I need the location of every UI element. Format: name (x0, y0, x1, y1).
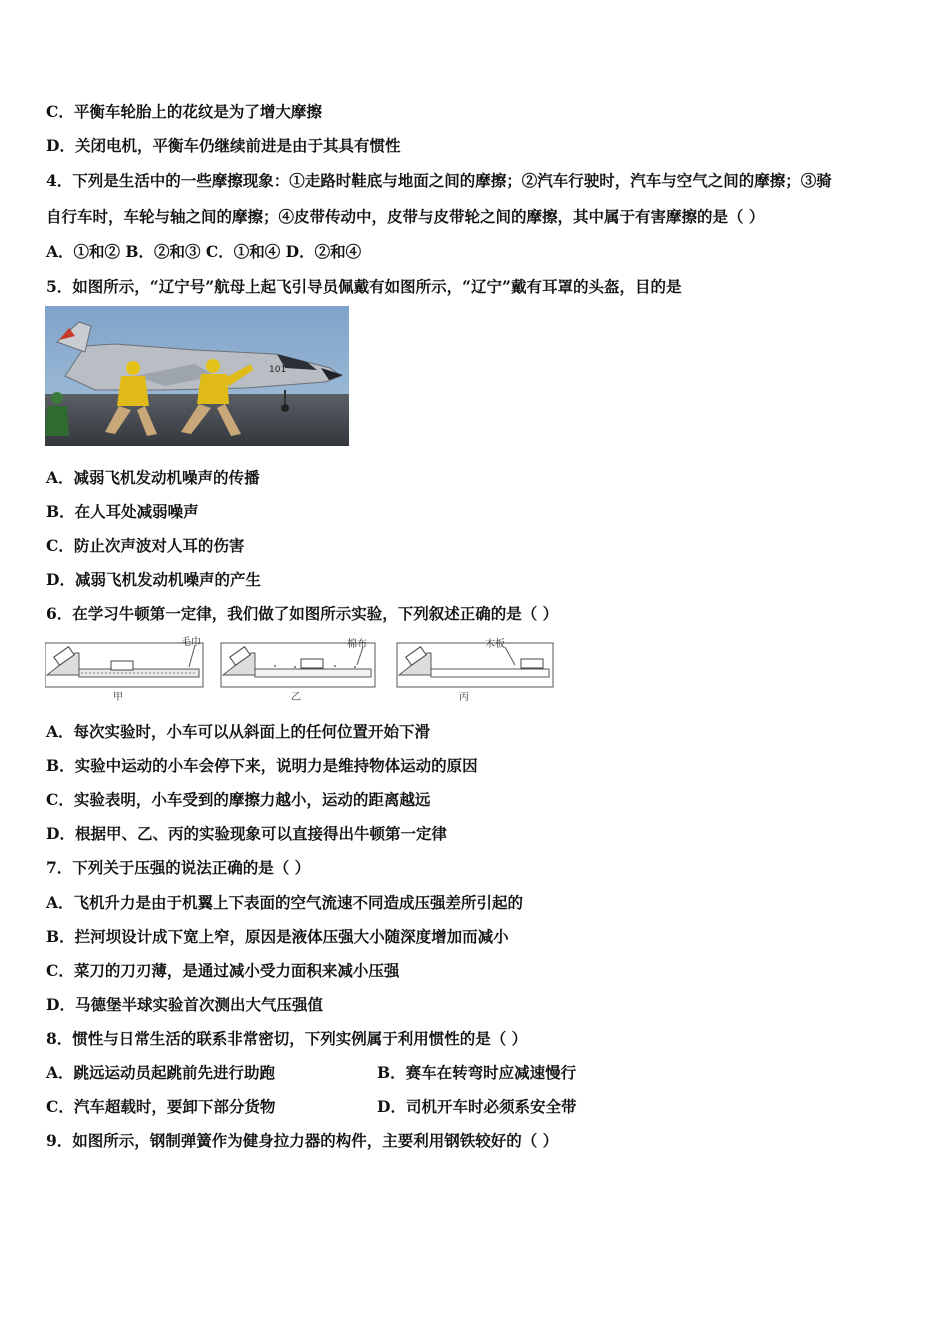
label-board: 木板 (485, 639, 505, 650)
q8-stem: 8．惯性与日常生活的联系非常密切，下列实例属于利用惯性的是（ ） (46, 1029, 528, 1048)
q4-stem-line2: 自行车时，车轮与轴之间的摩擦；④皮带传动中，皮带与皮带轮之间的摩擦，其中属于有害摩擦的是（ ） (46, 207, 765, 226)
q4-options: A．①和② B．②和③ C．①和④ D．②和④ (46, 242, 362, 261)
q8-option-a: A．跳远运动员起跳前先进行助跑 (46, 1063, 276, 1082)
q8-option-d: D．司机开车时必须系安全带 (377, 1097, 577, 1116)
panel-board (397, 643, 553, 687)
q4-stem-line1: 4．下列是生活中的一些摩擦现象：①走路时鞋底与地面之间的摩擦；②汽车行驶时，汽车与空气之间的摩擦；③骑 (46, 171, 832, 190)
q9-stem: 9．如图所示，钢制弹簧作为健身拉力器的构件，主要利用钢铁较好的（ ） (46, 1131, 559, 1150)
q6-option-d: D．根据甲、乙、丙的实验现象可以直接得出牛顿第一定律 (46, 824, 447, 843)
q7-option-c: C．菜刀的刀刃薄，是通过减小受力面积来减小压强 (46, 961, 400, 980)
q6-stem: 6．在学习牛顿第一定律，我们做了如图所示实验，下列叙述正确的是（ ） (46, 604, 559, 623)
q6-experiment-figure (45, 633, 555, 701)
q8-option-c: C．汽车超载时，要卸下部分货物 (46, 1097, 276, 1116)
jet-tail-number: 101 (269, 365, 287, 375)
label-jia: 甲 (113, 692, 123, 703)
q5-option-c: C．防止次声波对人耳的伤害 (46, 536, 245, 555)
q5-option-b: B．在人耳处减弱噪声 (46, 502, 199, 521)
q6-option-b: B．实验中运动的小车会停下来，说明力是维持物体运动的原因 (46, 756, 478, 775)
q7-option-b: B．拦河坝设计成下宽上窄，原因是液体压强大小随深度增加而减小 (46, 927, 509, 946)
q6-option-c: C．实验表明，小车受到的摩擦力越小，运动的距离越远 (46, 790, 431, 809)
label-towel: 毛巾 (181, 637, 201, 648)
q7-stem: 7．下列关于压强的说法正确的是（ ） (46, 858, 311, 877)
panel-towel (45, 643, 203, 687)
q5-stem: 5．如图所示，“辽宁号”航母上起飞引导员佩戴有如图所示，“辽宁”戴有耳罩的头盔，目的是 (46, 277, 682, 296)
q6-option-a: A．每次实验时，小车可以从斜面上的任何位置开始下滑 (46, 722, 431, 741)
label-yi: 乙 (291, 692, 301, 703)
q3-option-d: D．关闭电机，平衡车仍继续前进是由于其具有惯性 (46, 136, 401, 155)
q7-option-d: D．马德堡半球实验首次测出大气压强值 (46, 995, 323, 1014)
q3-option-c: C．平衡车轮胎上的花纹是为了增大摩擦 (46, 102, 322, 121)
q8-option-b: B．赛车在转弯时应减速慢行 (377, 1063, 577, 1082)
label-cotton: 棉布 (347, 639, 367, 650)
q5-option-a: A．减弱飞机发动机噪声的传播 (46, 468, 260, 487)
q7-option-a: A．飞机升力是由于机翼上下表面的空气流速不同造成压强差所引起的 (46, 893, 524, 912)
q5-option-d: D．减弱飞机发动机噪声的产生 (46, 570, 261, 589)
label-bing: 丙 (459, 692, 469, 703)
q5-jet-photo (45, 306, 349, 446)
